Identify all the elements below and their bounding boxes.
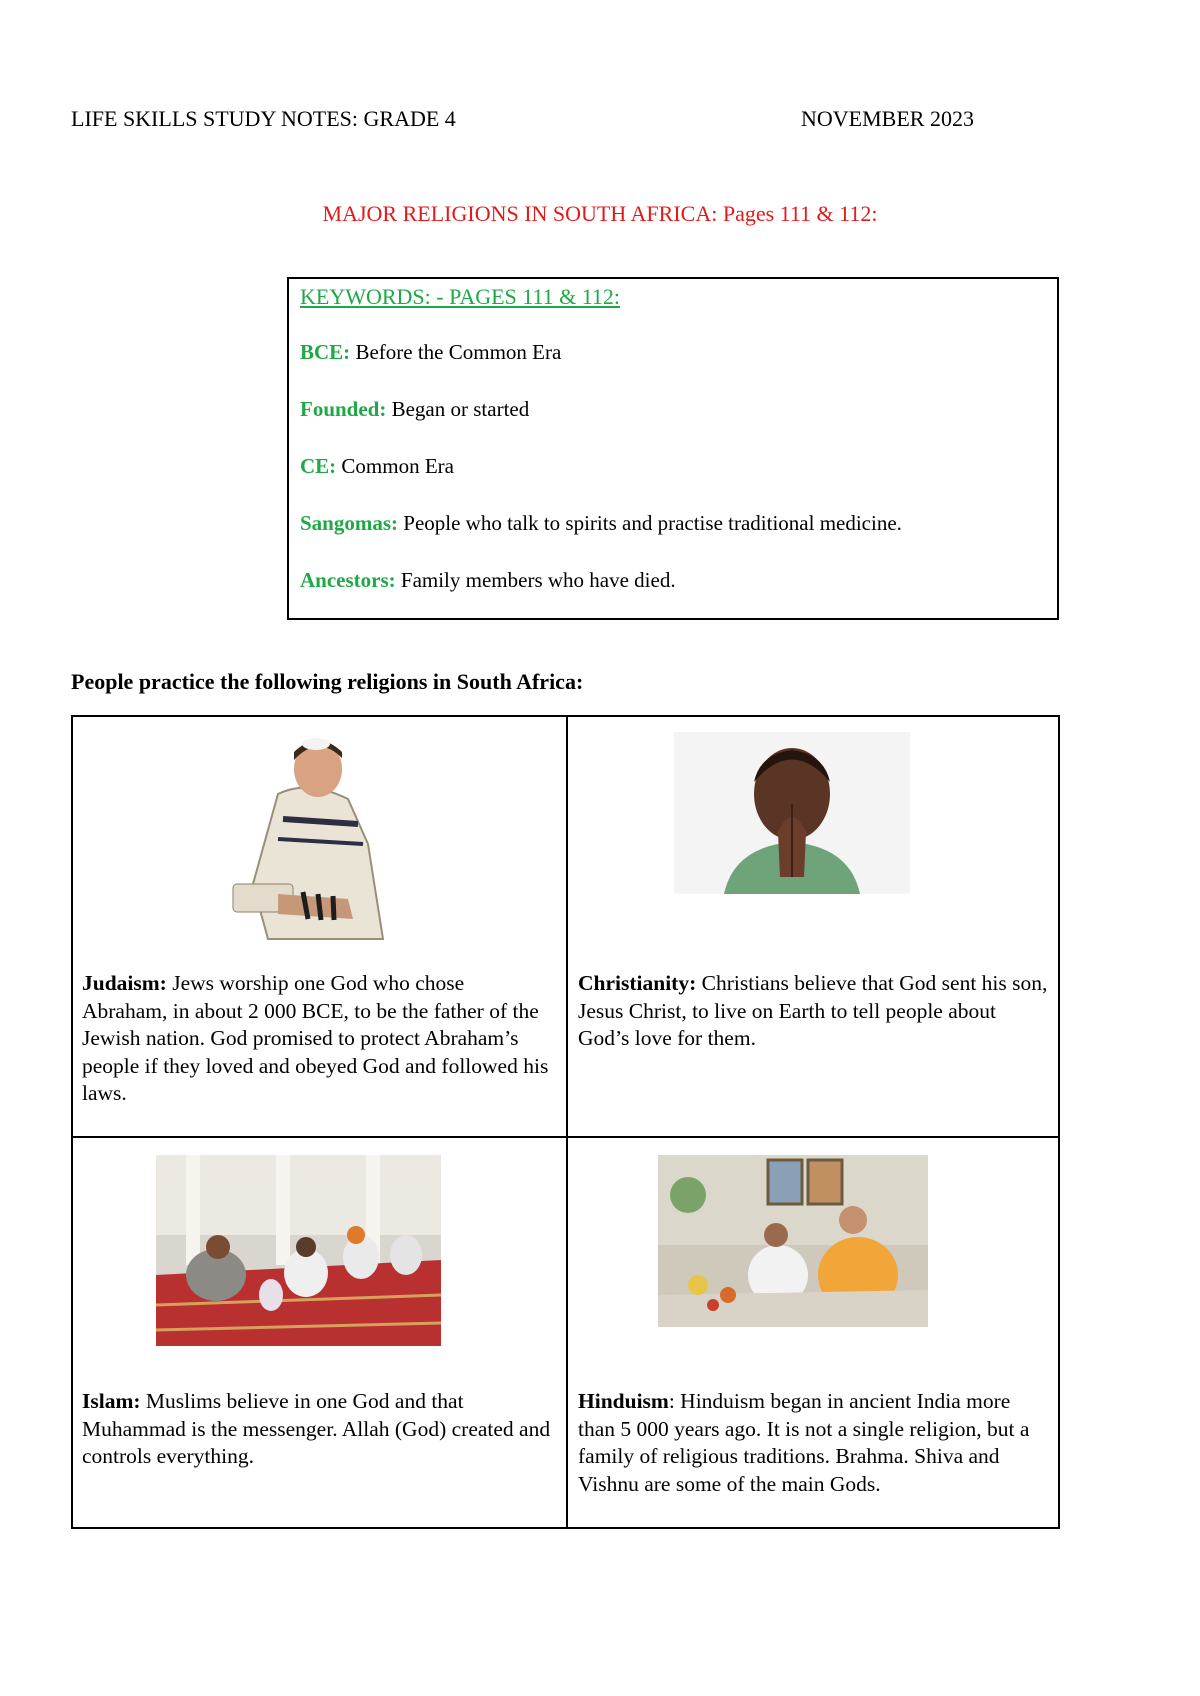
keyword-row [300, 511, 902, 536]
religion-text: Jews worship one God who chose Abraham, in about 2 000 BCE, to be the father of the Jewish nation. God promised to protect Abraham’s people if they loved and obeyed God and followed his laws. [82, 971, 549, 1105]
hinduism-photo [658, 1155, 928, 1327]
religions-intro: People practice the following religions in South Africa: [71, 669, 584, 694]
header-left: LIFE SKILLS STUDY NOTES: GRADE 4 [71, 106, 456, 131]
religion-text: Christians believe that God sent his son, Jesus Christ, to live on Earth to tell people about God’s love for them. [578, 971, 1048, 1050]
keyword-row [300, 568, 676, 593]
keyword-term: BCE: [300, 340, 351, 364]
keyword-term: Founded: [300, 397, 387, 421]
keyword-definition: Common Era [336, 454, 454, 478]
judaism-photo [208, 724, 408, 944]
keyword-row [300, 454, 454, 479]
table-divider-horizontal [73, 1136, 1058, 1138]
judaism-description [82, 970, 552, 1108]
islam-photo [156, 1155, 441, 1346]
keyword-definition: Began or started [386, 397, 530, 421]
keyword-definition: Before the Common Era [350, 340, 562, 364]
page-title: MAJOR RELIGIONS IN SOUTH AFRICA: Pages 111 & 112: [322, 201, 878, 226]
religion-name: Islam: [82, 1389, 141, 1413]
religion-name: Christianity: [578, 971, 697, 995]
religions-table [71, 715, 1060, 1529]
religion-name: Judaism: [82, 971, 167, 995]
keyword-definition: Family members who have died. [395, 568, 676, 592]
keyword-row [300, 340, 561, 365]
christianity-description [578, 970, 1048, 1053]
islam-description [82, 1388, 552, 1471]
christianity-photo [674, 732, 910, 894]
keywords-heading: KEYWORDS: - PAGES 111 & 112: [300, 284, 621, 309]
religion-name: Hinduism [578, 1389, 669, 1413]
religion-text: : Hinduism began in ancient India more than 5 000 years ago. It is not a single religion, but a family of religious traditions. Brahma. Shiva and Vishnu are some of the main Gods. [578, 1389, 1030, 1496]
hinduism-description [578, 1388, 1048, 1498]
keyword-term: Ancestors: [300, 568, 396, 592]
keyword-row [300, 397, 529, 422]
table-divider-vertical [566, 717, 568, 1527]
keyword-term: Sangomas: [300, 511, 399, 535]
header-date: NOVEMBER 2023 [801, 106, 974, 131]
keywords-box [287, 277, 1059, 620]
keyword-definition: People who talk to spirits and practise traditional medicine. [398, 511, 902, 535]
keyword-term: CE: [300, 454, 337, 478]
religion-text: Muslims believe in one God and that Muhammad is the messenger. Allah (God) created and controls everything. [82, 1389, 551, 1468]
